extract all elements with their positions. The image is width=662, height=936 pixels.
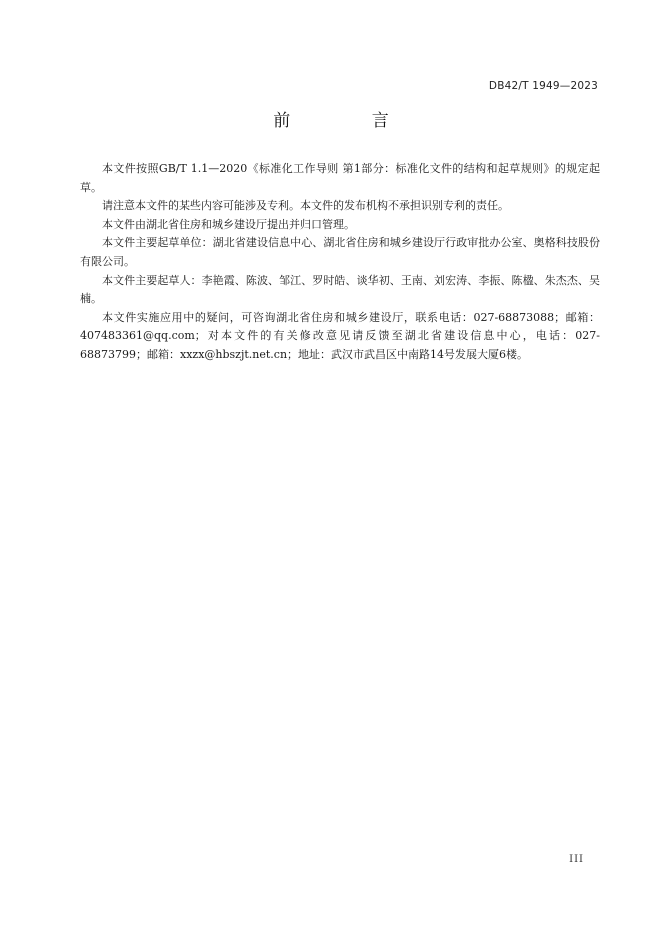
page-number: III: [569, 854, 584, 865]
paragraph-drafting-basis: 本文件按照GB/T 1.1—2020《标准化工作导则 第1部分：标准化文件的结构和起草规则》的规定起草。: [80, 162, 600, 194]
paragraph-drafters: 本文件主要起草人：李艳霞、陈波、邹江、罗时皓、谈华初、王南、刘宏涛、李振、陈楹、朱杰杰、吴楠。: [80, 273, 600, 306]
page-title: 前 言: [273, 111, 427, 131]
paragraph-proposer: 本文件由湖北省住房和城乡建设厅提出并归口管理。: [102, 217, 355, 231]
foreword-body: [80, 160, 600, 365]
document-code: DB42/T 1949—2023: [488, 80, 598, 92]
paragraph-contact-info: 本文件实施应用中的疑问，可咨询湖北省住房和城乡建设厅，联系电话：027-68873088；邮箱：407483361@qq.com；对本文件的有关修改意见请反馈至湖北省建设信息中心，电话：027-68873799；邮箱：xxzx@hbszjt.net.cn；地址：武汉市武昌区中南路14号发展大厦6楼。: [80, 310, 600, 361]
paragraph-patent-notice: 请注意本文件的某些内容可能涉及专利。本文件的发布机构不承担识别专利的责任。: [102, 199, 509, 213]
paragraph-drafting-units: 本文件主要起草单位：湖北省建设信息中心、湖北省住房和城乡建设厅行政审批办公室、奥格科技股份有限公司。: [80, 236, 600, 268]
